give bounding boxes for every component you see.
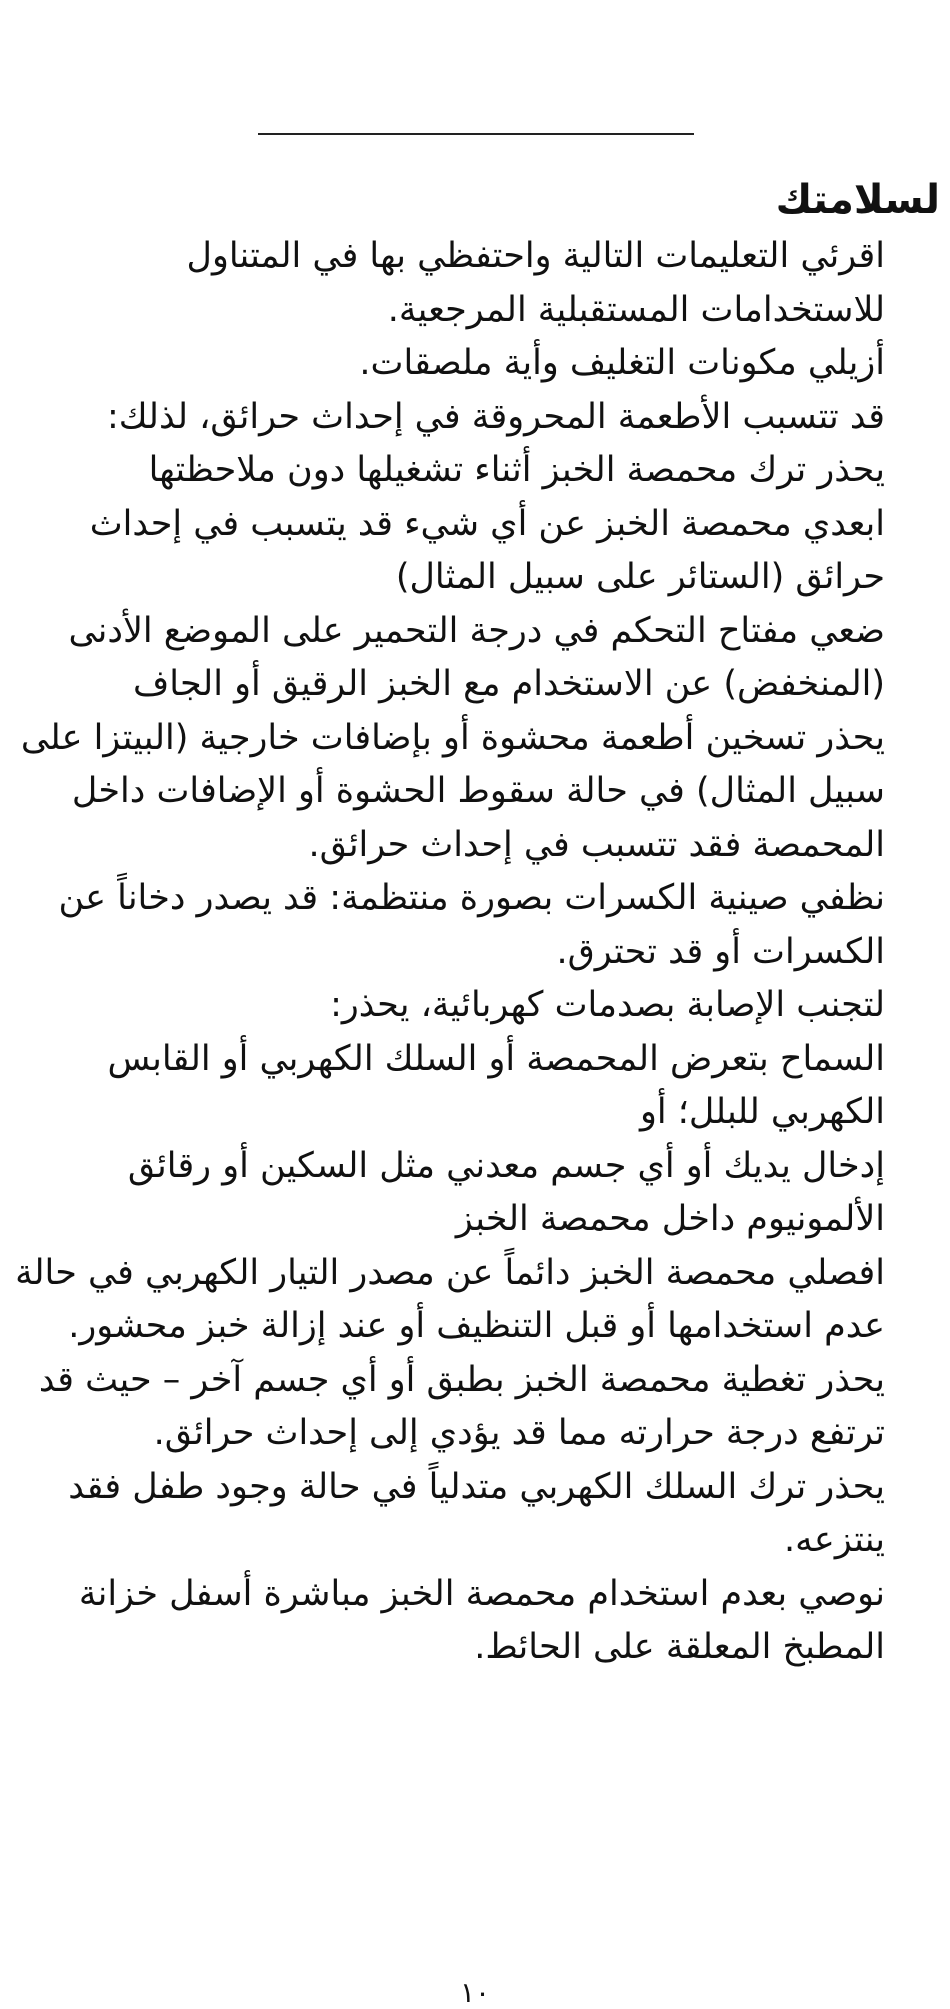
instruction-paragraph: يحذر ترك السلك الكهربي متدلياً في حالة وجود طفل فقد ينتزعه. [68,1466,885,1560]
instruction-paragraph: اقرئي التعليمات التالية واحتفظي بها في المتناول للاستخدامات المستقبلية المرجعية. [186,236,885,330]
safety-instructions-list [10,230,940,1675]
instruction-paragraph: لتجنب الإصابة بصدمات كهربائية، يحذر: [330,985,885,1025]
instruction-paragraph: نظفي صينية الكسرات بصورة منتظمة: قد يصدر دخاناً عن الكسرات أو قد تحترق. [58,878,885,972]
instruction-paragraph: قد تتسبب الأطعمة المحروقة في إحداث حرائق، لذلك: [107,396,885,437]
instruction-paragraph: ضعي مفتاح التحكم في درجة التحمير على الموضع الأدنى (المنخفض) عن الاستخدام مع الخبز الرقيق أو الجاف [68,610,885,704]
instruction-paragraph: يحذر تغطية محمصة الخبز بطبق أو أي جسم آخر – حيث قد ترتفع درجة حرارته مما قد يؤدي إلى إحداث حرائق. [38,1359,885,1453]
instruction-paragraph: يحذر ترك محمصة الخبز أثناء تشغيلها دون ملاحظتها [148,450,885,490]
instruction-paragraph: السماح بتعرض المحمصة أو السلك الكهربي أو القابس الكهربي للبلل؛ أو [107,1038,885,1132]
instruction-paragraph: افصلي محمصة الخبز دائماً عن مصدر التيار الكهربي في حالة عدم استخدامها أو قبل التنظيف أو عند إزالة خبز محشور. [15,1252,885,1346]
top-divider-rule [258,133,694,135]
page-number: ١٠ [459,1976,491,2009]
instruction-paragraph: ابعدي محمصة الخبز عن أي شيء قد يتسبب في إحداث حرائق (الستائر على سبيل المثال) [89,503,885,597]
section-heading: لسلامتك [775,177,940,223]
safety-section [10,174,940,1675]
instruction-paragraph: يحذر تسخين أطعمة محشوة أو بإضافات خارجية (البيتزا على سبيل المثال) في حالة سقوط الحشوة أو الإضافات داخل المحمصة فقد تتسبب في إحداث حرائق. [20,717,885,865]
instruction-paragraph: أزيلي مكونات التغليف وأية ملصقات. [359,343,885,383]
instruction-paragraph: إدخال يديك أو أي جسم معدني مثل السكين أو رقائق الألمونيوم داخل محمصة الخبز [127,1145,885,1239]
instruction-paragraph: نوصي بعدم استخدام محمصة الخبز مباشرة أسفل خزانة المطبخ المعلقة على الحائط. [78,1573,885,1667]
